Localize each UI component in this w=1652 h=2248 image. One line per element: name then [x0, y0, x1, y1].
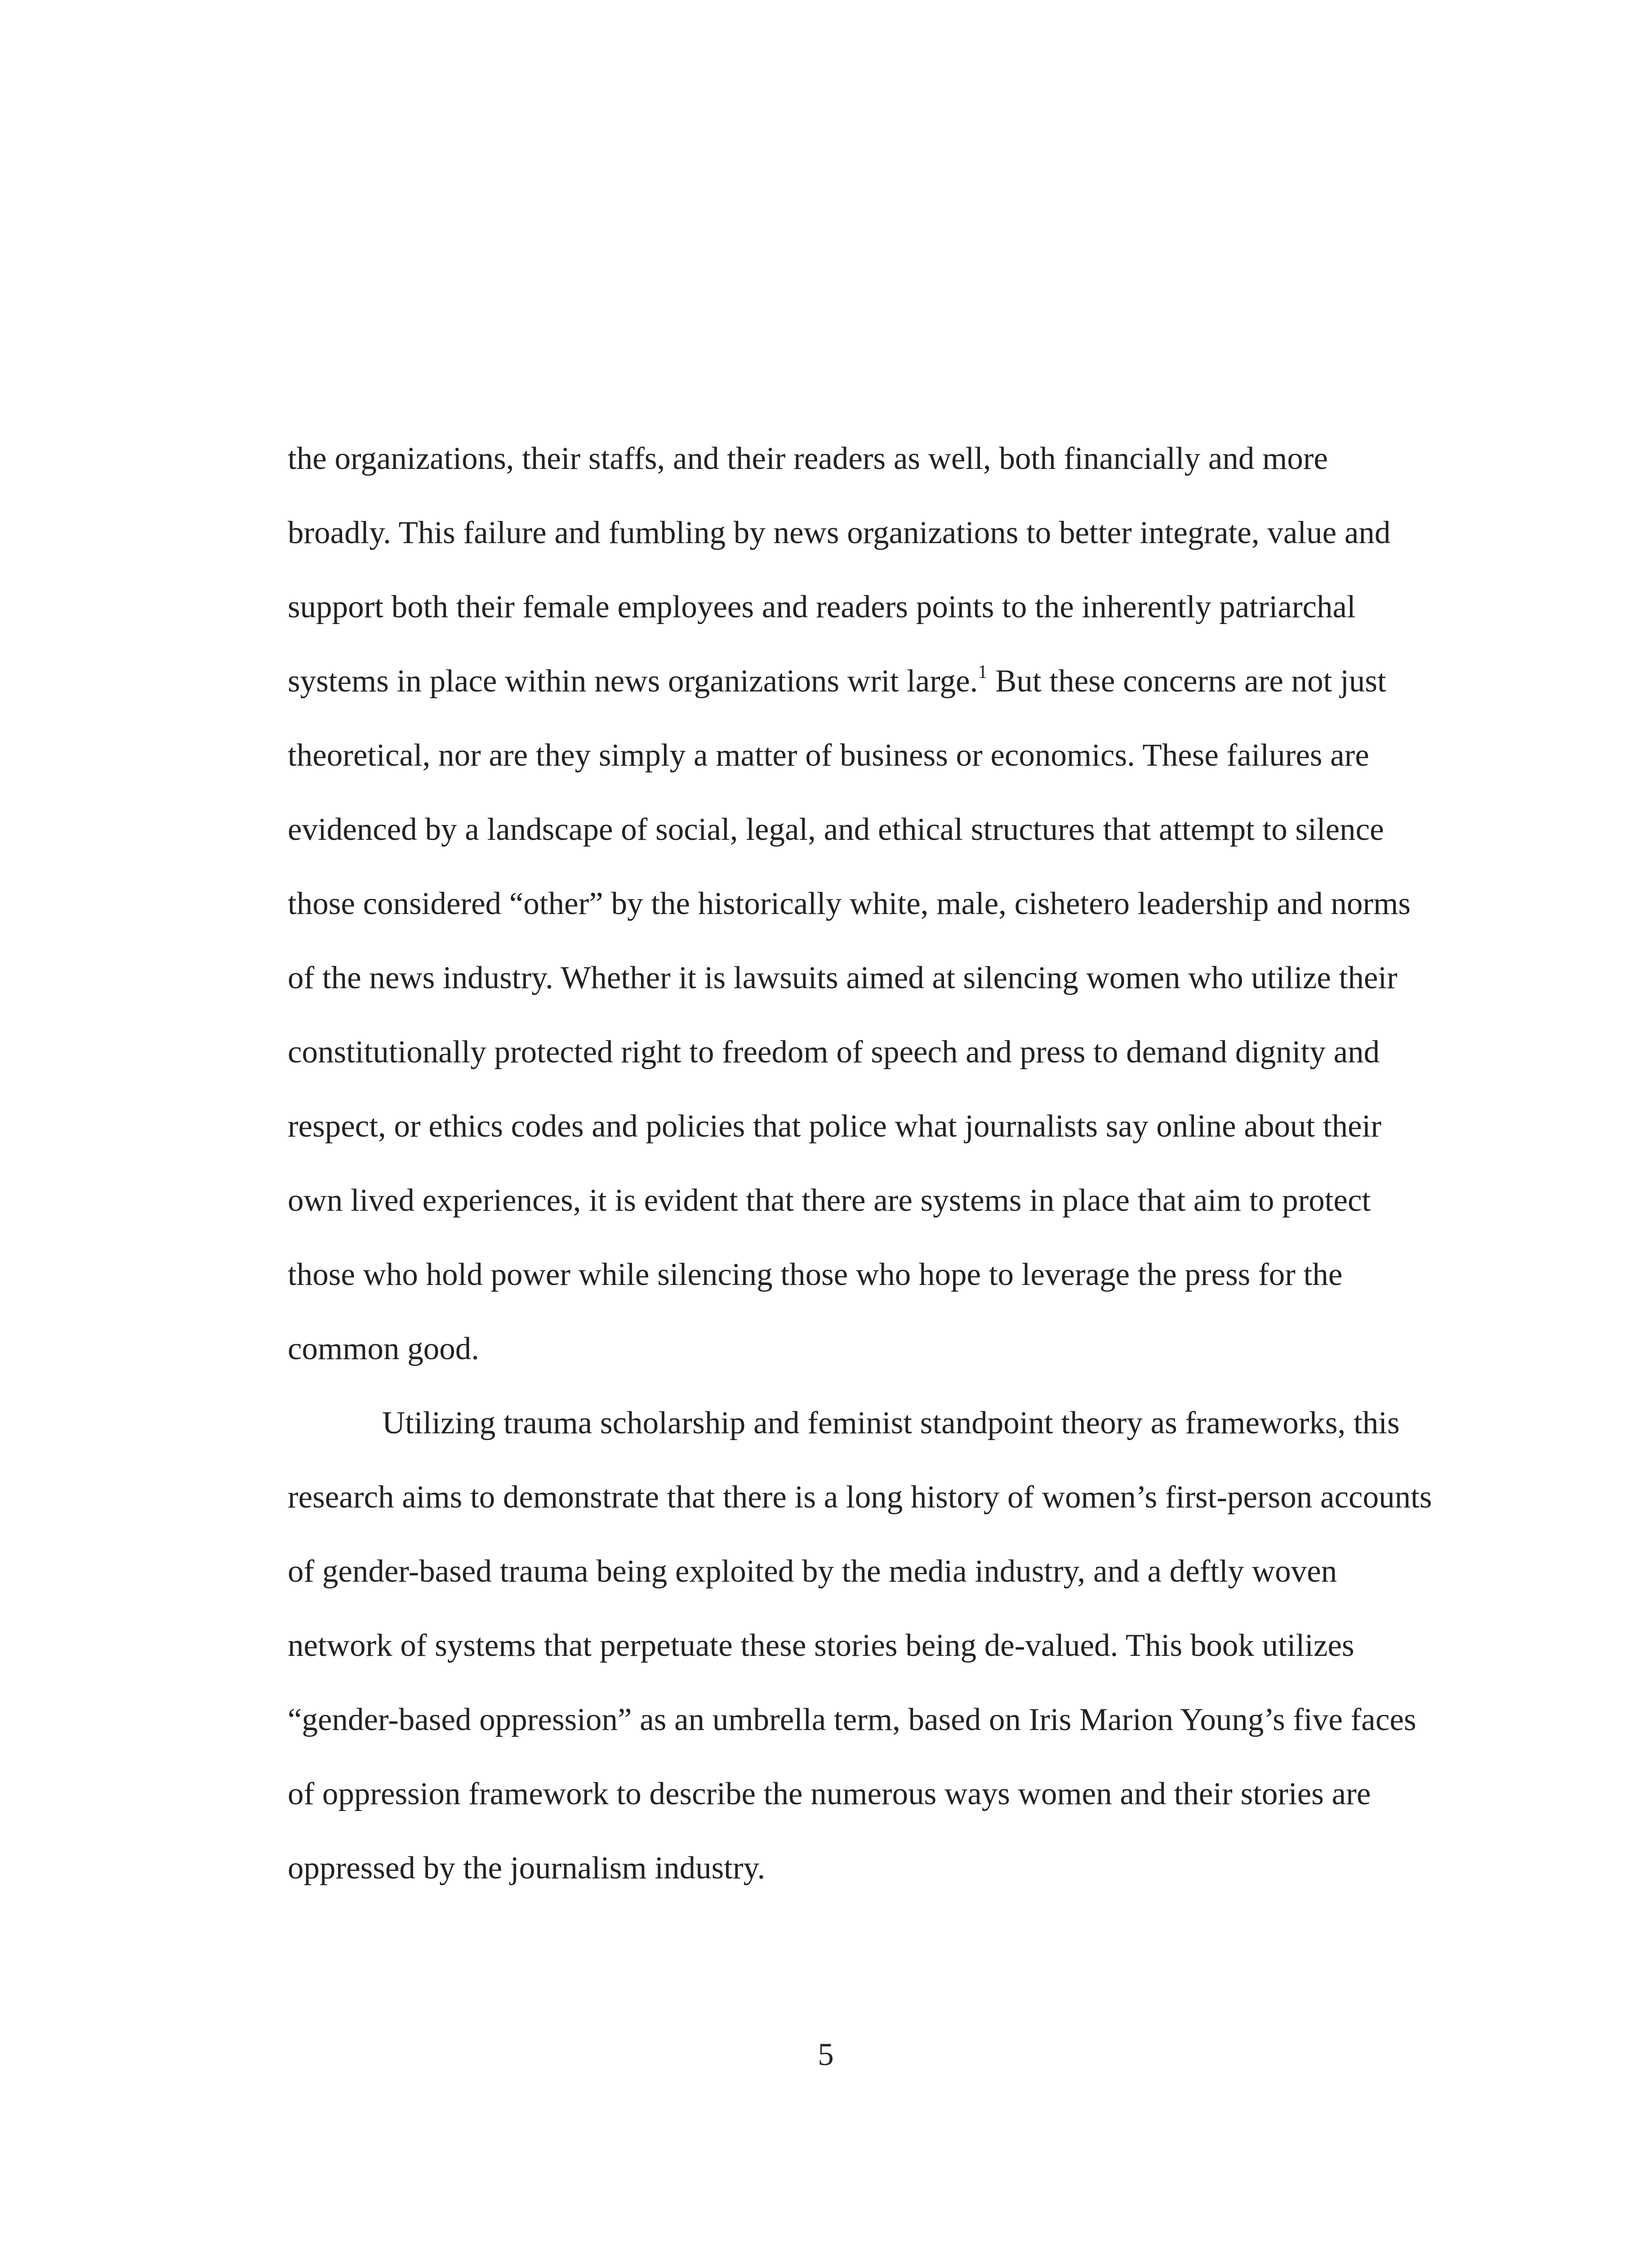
text-line: [288, 661, 1386, 701]
text-span: But these concerns are not just: [987, 664, 1386, 699]
text-line: common good.: [288, 1331, 479, 1366]
text-line: Utilizing trauma scholarship and feminist standpoint theory as frameworks, this: [382, 1405, 1400, 1441]
text-line: of oppression framework to describe the numerous ways women and their stories are: [288, 1776, 1371, 1811]
footnote-marker: 1: [978, 662, 988, 682]
text-line: theoretical, nor are they simply a matter of business or economics. These failures are: [288, 738, 1369, 773]
text-line: own lived experiences, it is evident that there are systems in place that aim to protect: [288, 1183, 1371, 1218]
text-line: the organizations, their staffs, and their readers as well, both financially and more: [288, 441, 1328, 476]
text-line: network of systems that perpetuate these stories being de-valued. This book utilizes: [288, 1628, 1354, 1663]
text-line: research aims to demonstrate that there is a long history of women’s first-person accounts: [288, 1480, 1432, 1515]
text-line: oppressed by the journalism industry.: [288, 1851, 766, 1886]
text-line: support both their female employees and readers points to the inherently patriarchal: [288, 589, 1356, 624]
text-line: those who hold power while silencing those who hope to leverage the press for the: [288, 1257, 1343, 1292]
text-line: constitutionally protected right to freedom of speech and press to demand dignity and: [288, 1035, 1380, 1070]
text-line: of the news industry. Whether it is lawsuits aimed at silencing women who utilize their: [288, 960, 1398, 995]
text-span: systems in place within news organizations writ large.: [288, 664, 978, 699]
text-line: “gender-based oppression” as an umbrella term, based on Iris Marion Young’s five faces: [288, 1702, 1416, 1737]
text-line: of gender-based trauma being exploited by the media industry, and a deftly woven: [288, 1554, 1337, 1589]
page-number: 5: [818, 2037, 834, 2072]
text-line: respect, or ethics codes and policies that police what journalists say online about their: [288, 1109, 1382, 1144]
text-line: evidenced by a landscape of social, legal, and ethical structures that attempt to silence: [288, 812, 1384, 847]
text-line: broadly. This failure and fumbling by news organizations to better integrate, value and: [288, 515, 1391, 550]
text-line: those considered “other” by the historically white, male, cishetero leadership and norms: [288, 886, 1411, 921]
